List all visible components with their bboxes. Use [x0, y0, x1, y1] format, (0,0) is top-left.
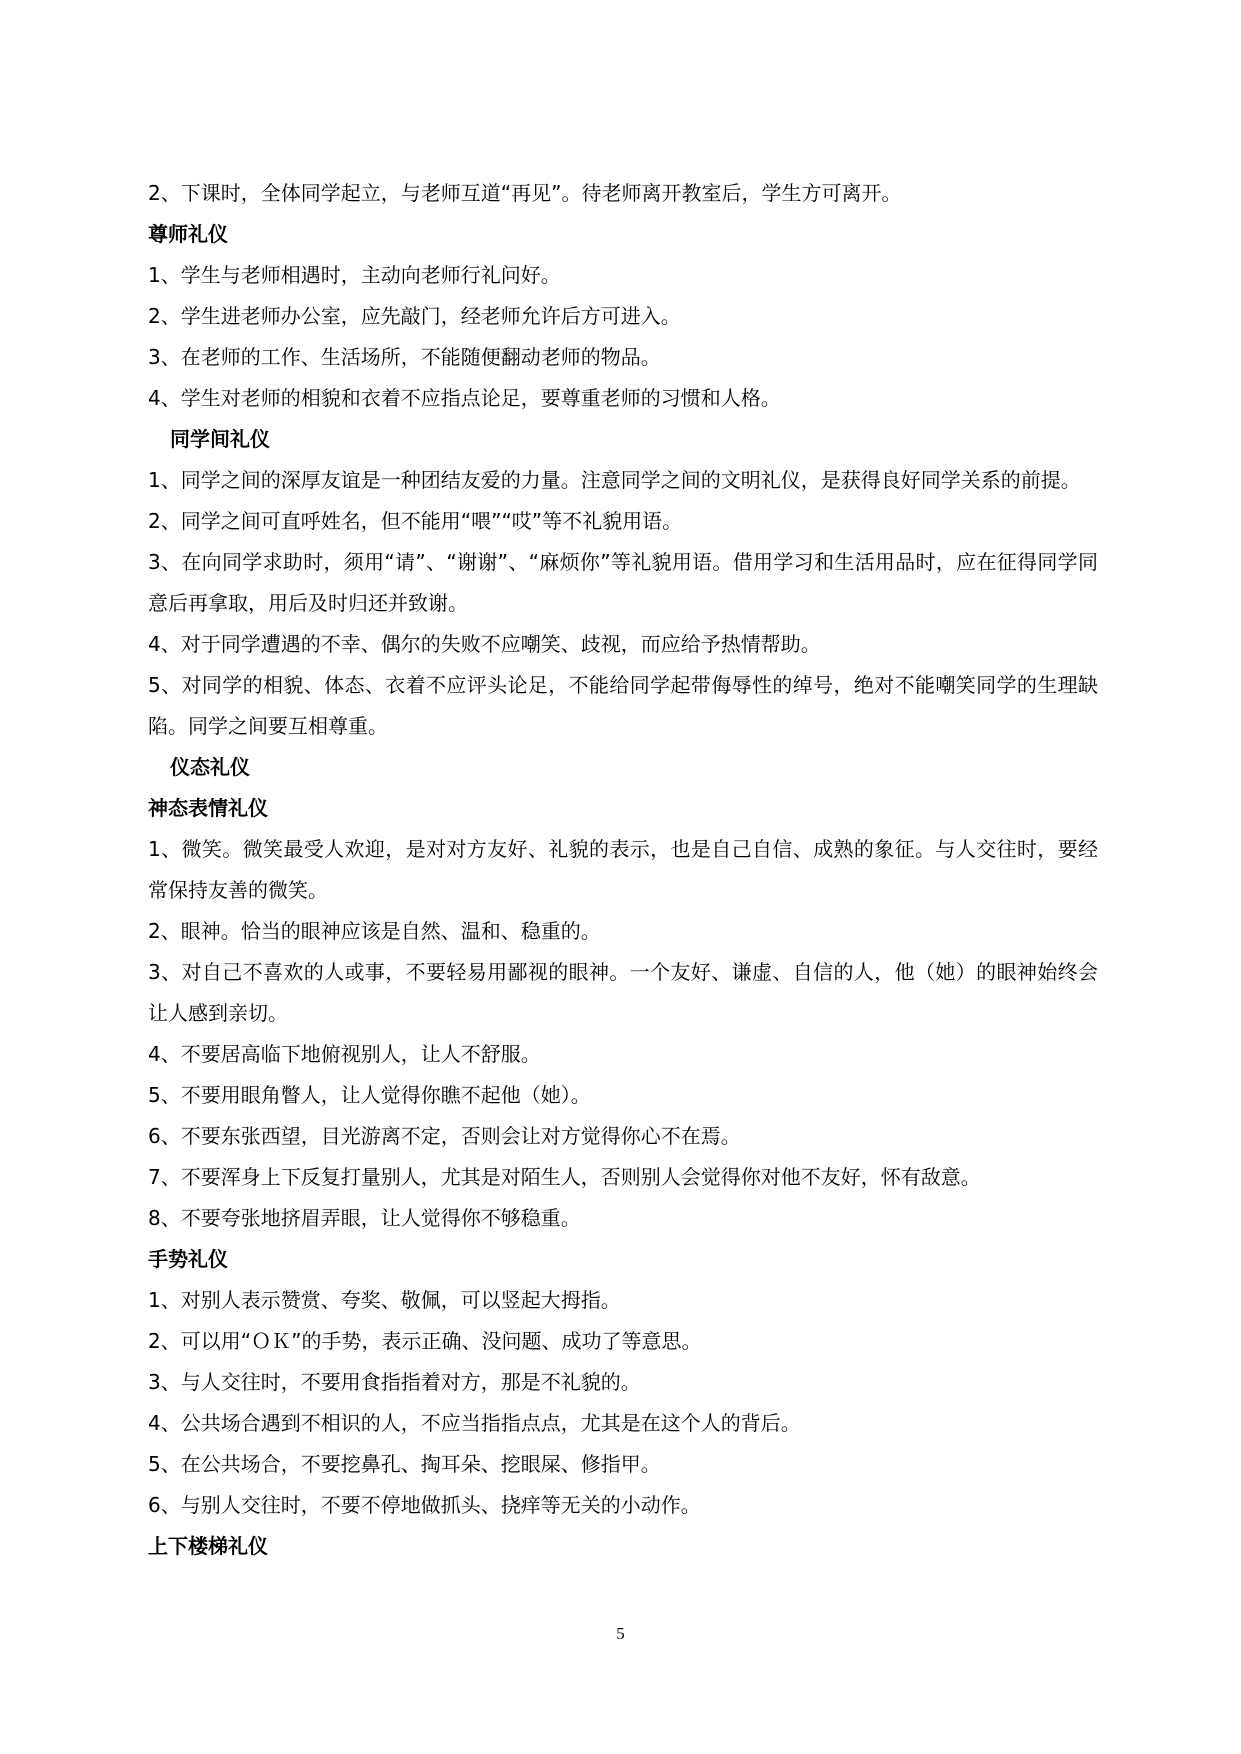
list-item: 1、同学之间的深厚友谊是一种团结友爱的力量。注意同学之间的文明礼仪，是获得良好同学关系的前提。 — [148, 468, 1081, 492]
list-item: 3、在老师的工作、生活场所，不能随便翻动老师的物品。 — [148, 345, 661, 369]
list-item: 5、不要用眼角瞥人，让人觉得你瞧不起他（她）。 — [148, 1083, 591, 1107]
list-item: 5、对同学的相貌、体态、衣着不应评头论足，不能给同学起带侮辱性的绰号，绝对不能嘲笑同学的生理缺陷。同学之间要互相尊重。 — [148, 673, 1098, 738]
section-heading: 仪态礼仪 — [170, 755, 250, 779]
list-item: 1、微笑。微笑最受人欢迎，是对对方友好、礼貌的表示，也是自己自信、成熟的象征。与人交往时，要经常保持友善的微笑。 — [148, 837, 1098, 902]
list-item: 2、眼神。恰当的眼神应该是自然、温和、稳重的。 — [148, 919, 601, 943]
list-item: 4、学生对老师的相貌和衣着不应指点论足，要尊重老师的习惯和人格。 — [148, 386, 781, 410]
list-item: 6、不要东张西望，目光游离不定，否则会让对方觉得你心不在焉。 — [148, 1124, 741, 1148]
list-item: 2、学生进老师办公室，应先敲门，经老师允许后方可进入。 — [148, 304, 681, 328]
section-heading: 上下楼梯礼仪 — [148, 1534, 268, 1558]
page-number: 5 — [616, 1624, 625, 1643]
page-content — [148, 173, 1098, 1567]
list-item: 4、不要居高临下地俯视别人，让人不舒服。 — [148, 1042, 541, 1066]
list-item: 1、对别人表示赞赏、夸奖、敬佩，可以竖起大拇指。 — [148, 1288, 621, 1312]
list-item: 1、学生与老师相遇时，主动向老师行礼问好。 — [148, 263, 561, 287]
list-item: 3、在向同学求助时，须用“请”、“谢谢”、“麻烦你”等礼貌用语。借用学习和生活用品时，应在征得同学同意后再拿取，用后及时归还并致谢。 — [148, 550, 1098, 615]
list-item: 2、同学之间可直呼姓名，但不能用“喂”“哎”等不礼貌用语。 — [148, 509, 683, 533]
section-heading: 神态表情礼仪 — [148, 796, 268, 820]
list-item: 8、不要夸张地挤眉弄眼，让人觉得你不够稳重。 — [148, 1206, 581, 1230]
list-item: 2、可以用“ＯＫ”的手势，表示正确、没问题、成功了等意思。 — [148, 1329, 702, 1353]
section-heading: 手势礼仪 — [148, 1247, 228, 1271]
list-item: 4、公共场合遇到不相识的人，不应当指指点点，尤其是在这个人的背后。 — [148, 1411, 801, 1435]
list-item: 2、下课时，全体同学起立，与老师互道“再见”。待老师离开教室后，学生方可离开。 — [148, 181, 902, 205]
list-item: 4、对于同学遭遇的不幸、偶尔的失败不应嘲笑、歧视，而应给予热情帮助。 — [148, 632, 821, 656]
section-heading: 尊师礼仪 — [148, 222, 228, 246]
section-heading: 同学间礼仪 — [170, 427, 270, 451]
list-item: 3、对自己不喜欢的人或事，不要轻易用鄙视的眼神。一个友好、谦虚、自信的人，他（她）的眼神始终会让人感到亲切。 — [148, 960, 1098, 1025]
list-item: 3、与人交往时，不要用食指指着对方，那是不礼貌的。 — [148, 1370, 641, 1394]
list-item: 6、与别人交往时，不要不停地做抓头、挠痒等无关的小动作。 — [148, 1493, 701, 1517]
list-item: 7、不要浑身上下反复打量别人，尤其是对陌生人，否则别人会觉得你对他不友好，怀有敌意。 — [148, 1165, 981, 1189]
list-item: 5、在公共场合，不要挖鼻孔、掏耳朵、挖眼屎、修指甲。 — [148, 1452, 661, 1476]
